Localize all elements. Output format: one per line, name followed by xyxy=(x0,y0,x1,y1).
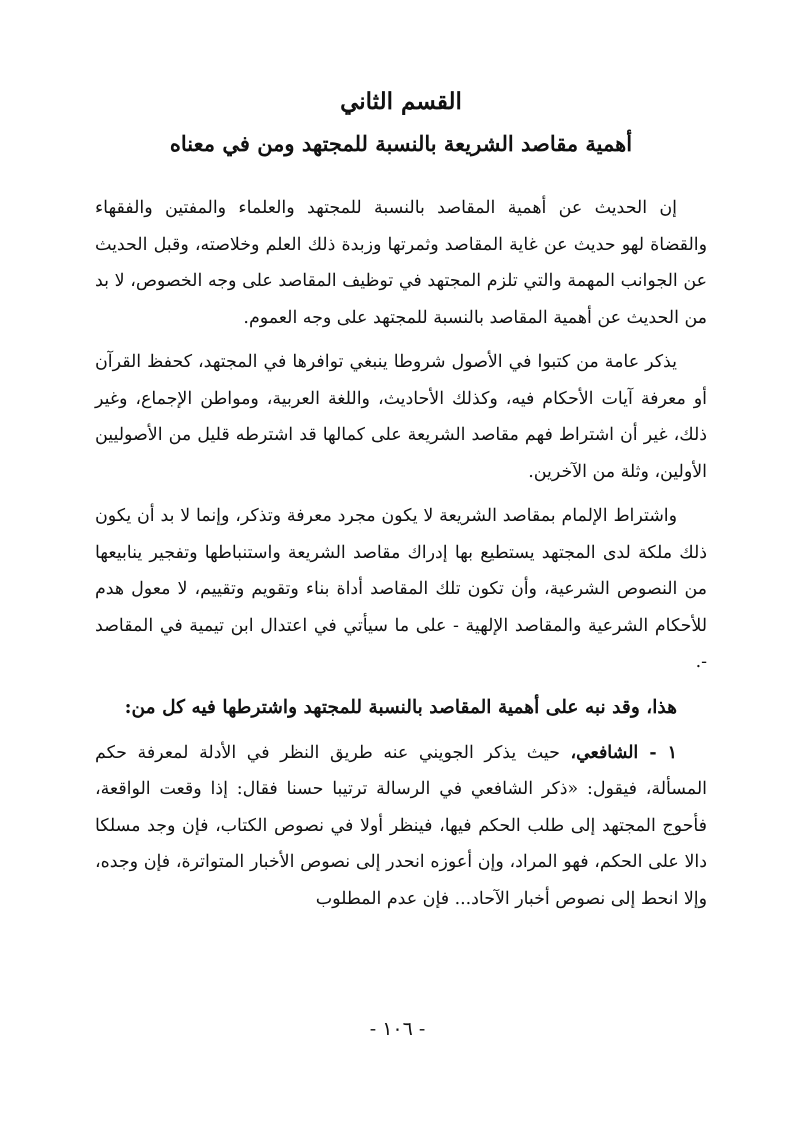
paragraph-importance-intro: إن الحديث عن أهمية المقاصد بالنسبة للمجتهد والعلماء والمفتين والفقهاء والقضاة لهو حديث عن غاية المقاصد وثمرتها وزبدة ذلك العلم وخلاصته، وقبل الحديث عن الجوانب المهمة والتي تلزم المجتهد في توظيف المقاصد على وجه الخصوص، لا بد من الحديث عن أهمية المقاصد بالنسبة للمجتهد على وجه العموم. xyxy=(95,198,707,328)
section-subtitle: أهمية مقاصد الشريعة بالنسبة للمجتهد ومن في معناه xyxy=(169,131,633,156)
section-title: القسم الثاني xyxy=(340,88,462,115)
paragraph-scholars-intro: هذا، وقد نبه على أهمية المقاصد بالنسبة للمجتهد واشترطها فيه كل من: xyxy=(124,696,677,718)
paragraph-mujtahid-conditions: يذكر عامة من كتبوا في الأصول شروطا ينبغي توافرها في المجتهد، كحفظ القرآن أو معرفة آيات الأحكام فيه، وكذلك الأحاديث، واللغة العربية، ومواطن الإجماع، وغير ذلك، غير أن اشتراط فهم مقاصد الشريعة على كمالها قد اشترطه قليل من الأصوليين الأولين، وثلة من الآخرين. xyxy=(95,352,707,482)
page-body xyxy=(95,80,707,1090)
paragraph-mastery-of-maqasid: واشتراط الإلمام بمقاصد الشريعة لا يكون مجرد معرفة وتذكر، وإنما لا بد أن يكون ذلك ملكة لدى المجتهد يستطيع بها إدراك مقاصد الشريعة واستنباطها وتفجير ينابيعها من النصوص الشرعية، وأن تكون تلك المقاصد أداة بناء وتقويم وتقييم، لا معول هدم للأحكام الشرعية والمقاصد الإلهية - على ما سيأتي في اعتدال ابن تيمية في المقاصد -. xyxy=(95,506,707,672)
list-item-lead: ١ - الشافعي، xyxy=(570,742,677,763)
list-item-shafii xyxy=(95,735,707,918)
list-item-text: حيث يذكر الجويني عنه طريق النظر في الأدلة لمعرفة حكم المسألة، فيقول: «ذكر الشافعي في الرسالة ترتيبا حسنا فقال: إذا وقعت الواقعة، فأحوج المجتهد إلى طلب الحكم فيها، فينظر أولا في نصوص الكتاب، فإن وجد مسلكا دالا على الحكم، فهو المراد، وإن أعوزه انحدر إلى نصوص الأخبار المتواترة، فإن وجده، وإلا انحط إلى نصوص أخبار الآحاد... فإن عدم المطلوب xyxy=(95,742,707,909)
page-number: - ١٠٦ - xyxy=(369,1018,426,1040)
